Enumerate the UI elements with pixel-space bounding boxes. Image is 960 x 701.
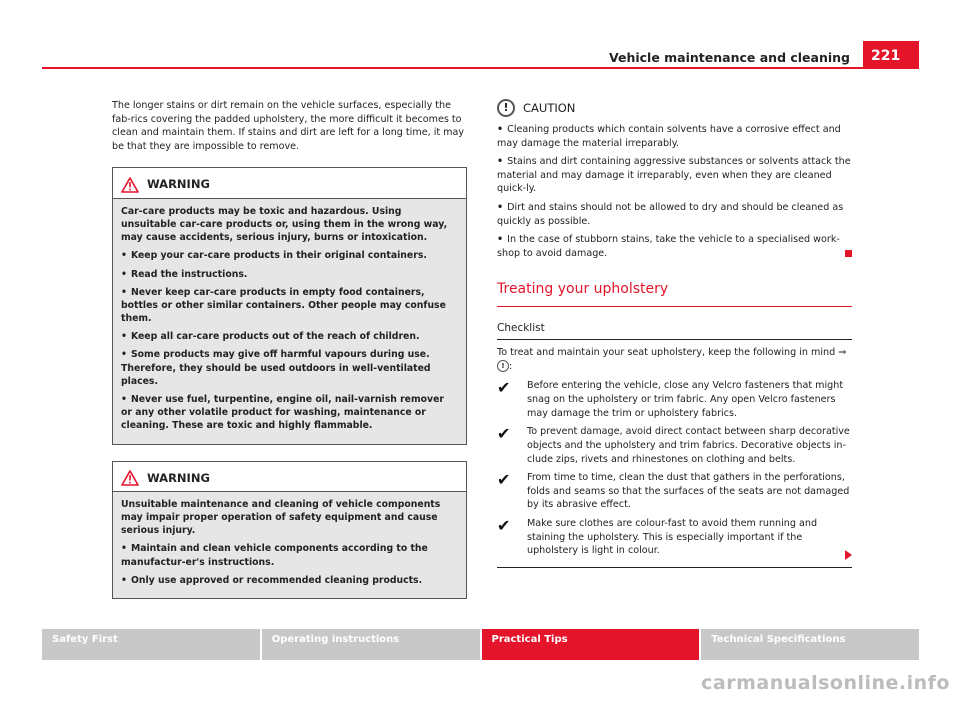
- caution-bullet: • Dirt and stains should not be allowed to dry and should be cleaned as quickly as possible.: [497, 202, 844, 227]
- warning-bullet: • Some products may give off harmful vapours during use. Therefore, they should be used outdoors in well-ventilated places.: [121, 349, 431, 387]
- footer-tab-technical-specifications[interactable]: Technical Specifications: [701, 629, 919, 660]
- warning-bullet: • Only use approved or recommended cleaning products.: [121, 574, 423, 586]
- checkmark-icon: ✔: [497, 378, 511, 398]
- footer-nav: [42, 629, 919, 660]
- caution-reference-icon: !: [497, 360, 509, 372]
- checklist: [497, 379, 852, 567]
- footer-tab-safety-first[interactable]: Safety First: [42, 629, 260, 660]
- watermark: carmanualsonline.info: [701, 672, 950, 695]
- caution-label: CAUTION: [523, 100, 576, 115]
- warning-header: [113, 168, 466, 198]
- warning-bullet: • Keep all car-care products out of the reach of children.: [121, 331, 420, 343]
- warning-body: [113, 492, 466, 598]
- warning-label: WARNING: [147, 470, 210, 485]
- caution-header: [497, 99, 852, 117]
- checklist-item: ✔ From time to time, clean the dust that gathers in the perforations, folds and seams so that the surfaces of the seats are not damaged by its abrasive effect.: [497, 470, 850, 511]
- continue-arrow-icon: [845, 550, 852, 560]
- caution-bullet: • Stains and dirt containing aggressive substances or solvents attack the material and may damage it irreparably, even when they are cleaned quick-ly.: [497, 156, 851, 195]
- checklist-title: Checklist: [497, 321, 852, 340]
- checkmark-icon: ✔: [497, 515, 511, 535]
- running-header-title: Vehicle maintenance and cleaning: [608, 50, 850, 65]
- warning-bullet: • Never use fuel, turpentine, engine oil, nail-varnish remover or any other volatile product for washing, maintenance or cleaning. These are toxic and highly flammable.: [121, 394, 445, 432]
- caution-bullet: • In the case of stubborn stains, take the vehicle to a specialised work-shop to avoid damage.: [497, 233, 852, 260]
- footer-tab-practical-tips[interactable]: Practical Tips: [482, 629, 700, 660]
- warning-triangle-icon: [121, 177, 139, 193]
- section-end-marker: [845, 250, 852, 257]
- checklist-intro: To treat and maintain your seat upholstery, keep the following in mind ⇒ ! :: [497, 347, 847, 372]
- checklist-item: ✔ Make sure clothes are colour-fast to avoid them running and staining the upholstery. This is especially important if the upholstery is light in colour.: [497, 515, 818, 557]
- warning-header: [113, 462, 466, 492]
- checklist-item: ✔ Before entering the vehicle, close any Velcro fasteners that might snag on the upholstery or trim fabric. Any open Velcro fasteners may damage the trim or upholstery fabrics.: [497, 378, 844, 419]
- warning-label: WARNING: [147, 177, 210, 192]
- right-column: [497, 99, 852, 568]
- warning-box-car-care: [112, 167, 467, 444]
- intro-paragraph: The longer stains or dirt remain on the vehicle surfaces, especially the fab-rics covering the padded upholstery, the more difficult it becomes to clean and maintain them. If stains and dirt are left for a long time, it may be that they are impossible to remove.: [112, 100, 465, 152]
- warning-bullet: • Maintain and clean vehicle components according to the manufactur-er's instructions.: [121, 543, 428, 568]
- warning-bullet: • Read the instructions.: [121, 268, 248, 280]
- warning-body: [113, 199, 466, 444]
- checkmark-icon: ✔: [497, 470, 511, 490]
- section-title: Treating your upholstery: [497, 280, 852, 307]
- caution-bullet: • Cleaning products which contain solvents have a corrosive effect and may damage the material irreparably.: [497, 124, 841, 149]
- warning-text: Unsuitable maintenance and cleaning of vehicle components may impair proper operation of safety equipment and cause serious injury.: [121, 498, 441, 537]
- header-rule: [42, 67, 919, 69]
- page-number: 221: [863, 41, 919, 67]
- warning-text: Car-care products may be toxic and hazardous. Using unsuitable car-care products or, using them in the wrong way, may cause accidents, serious injury, burns or intoxication.: [121, 205, 448, 244]
- warning-box-maintenance: [112, 461, 467, 599]
- checklist-item: ✔ To prevent damage, avoid direct contact between sharp decorative objects and the upholstery and trim fabrics. Decorative objects in-clude zips, rivets and rhinestones on clothing and belts.: [497, 424, 850, 465]
- footer-tab-operating-instructions[interactable]: Operating instructions: [262, 629, 480, 660]
- warning-bullet: • Never keep car-care products in empty food containers, bottles or other similar containers. Other people may confuse them.: [121, 286, 446, 325]
- left-column: [112, 99, 467, 599]
- warning-bullet: • Keep your car-care products in their original containers.: [121, 250, 427, 262]
- warning-triangle-icon: [121, 470, 139, 486]
- checkmark-icon: ✔: [497, 424, 511, 444]
- caution-exclamation-icon: !: [497, 99, 515, 117]
